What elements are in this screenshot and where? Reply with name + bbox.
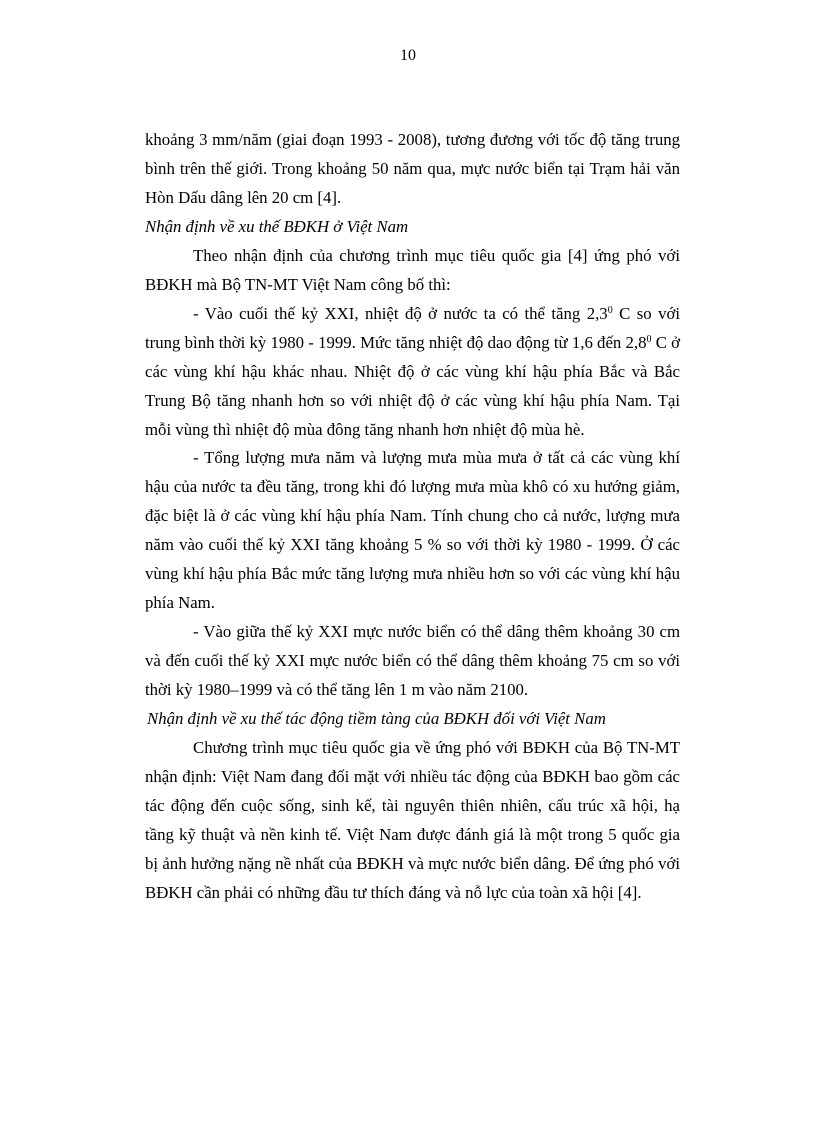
heading-climate-trend: Nhận định về xu thế BĐKH ở Việt Nam [145, 216, 409, 236]
heading-impact-trend: Nhận định về xu thế tác động tiềm tàng của BĐKH đối với Việt Nam [147, 709, 606, 729]
paragraph-impact-assessment: Chương trình mục tiêu quốc gia về ứng phó với BĐKH của Bộ TN-MT nhận định: Việt Nam đang đối mặt với nhiều tác động của BĐKH bao gồm các tác động đến cuộc sống, sinh kế, tài nguyên thiên nhiên, cấu trúc xã hội, hạ tầng kỹ thuật và nền kinh tế. Việt Nam được đánh giá là một trong 5 quốc gia bị ảnh hưởng nặng nề nhất của BĐKH và mực nước biển dâng. Để ứng phó với BĐKH cần phải có những đầu tư thích đáng và nỗ lực của toàn xã hội [4]. [145, 738, 680, 902]
page-number: 10 [400, 47, 416, 64]
temperature-text-part-2: C so với trung bình thời kỳ 1980 - 1999. Mức tăng nhiệt độ dao động từ 1,6 đến 2,8 [145, 303, 680, 352]
paragraph-sea-level-projection: - Vào giữa thế kỷ XXI mực nước biển có thể dâng thêm khoảng 30 cm và đến cuối thế kỷ XXI mực nước biển có thể dâng thêm khoảng 75 cm so với thời kỳ 1980–1999 và có thể tăng lên 1 m vào năm 2100. [145, 622, 680, 700]
paragraph-temperature [145, 300, 680, 445]
degree-superscript-2: 0 [646, 333, 652, 345]
degree-superscript-1: 0 [607, 304, 613, 316]
temperature-text-part-1: - Vào cuối thế kỷ XXI, nhiệt độ ở nước ta có thể tăng 2,3 [193, 303, 608, 323]
paragraph-program-intro: Theo nhận định của chương trình mục tiêu quốc gia [4] ứng phó với BĐKH mà Bộ TN-MT Việt Nam công bố thì: [145, 245, 680, 294]
paragraph-rainfall: - Tổng lượng mưa năm và lượng mưa mùa mưa ở tất cả các vùng khí hậu của nước ta đều tăng, trong khi đó lượng mưa mùa khô có xu hướng giảm, đặc biệt là ở các vùng khí hậu phía Nam. Tính chung cho cả nước, lượng mưa năm vào cuối thế kỷ XXI tăng khoảng 5 % so với thời kỳ 1980 - 1999. Ở các vùng khí hậu phía Bắc mức tăng lượng mưa nhiều hơn so với các vùng khí hậu phía Nam. [145, 448, 680, 613]
paragraph-sea-level-rate: khoảng 3 mm/năm (giai đoạn 1993 - 2008), tương đương với tốc độ tăng trung bình trên thế giới. Trong khoảng 50 năm qua, mực nước biển tại Trạm hải văn Hòn Dấu dâng lên 20 cm [4]. [145, 130, 680, 207]
temperature-text-part-3: C ở các vùng khí hậu khác nhau. Nhiệt độ ở các vùng khí hậu phía Bắc và Bắc Trung Bộ tăng nhanh hơn so với nhiệt độ ở các vùng khí hậu phía Nam. Tại mỗi vùng thì nhiệt độ mùa đông tăng nhanh hơn nhiệt độ mùa hè. [145, 332, 680, 439]
document-body [145, 126, 680, 908]
